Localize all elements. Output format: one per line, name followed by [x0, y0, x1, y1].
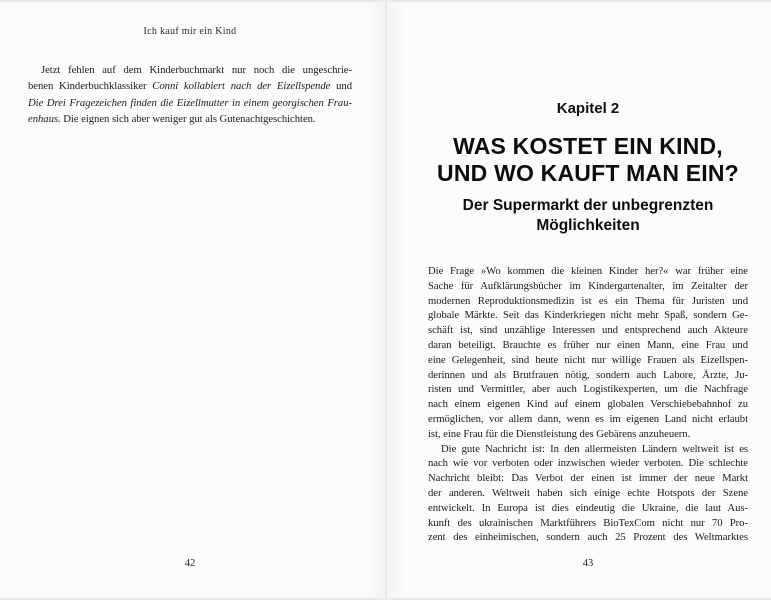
text-line — [428, 486, 748, 501]
text-line — [428, 353, 748, 368]
text-segment: nach wie vor verboten oder inzwischen wieder verboten. Die schlechte — [428, 457, 748, 470]
text-segment: der anderen. Weltweit haben sich einige echte Hotspots der Szene — [428, 486, 748, 499]
running-header: Ich kauf mir ein Kind — [143, 26, 237, 37]
chapter-title — [408, 133, 768, 187]
text-segment: und — [330, 80, 352, 93]
text-line — [428, 412, 748, 427]
text-segment: ermöglichen, vor allem dann, wenn es im eigenen Land nicht erlaubt — [428, 412, 748, 425]
text-segment: Die gute Nachricht ist: In den allermeisten Ländern weltweit ist es — [441, 442, 748, 455]
text-segment: Sache für Aufklärungsbücher im Kindergartenalter, im Zeitalter der — [428, 279, 748, 292]
text-segment: kunft des ukrainischen Marktführers BioTexCom nicht nur 70 Pro- — [428, 516, 748, 529]
text-line — [428, 264, 748, 279]
text-segment: nach einem eigenen Kind auf einem globalen Verschiebebahnhof zu — [428, 398, 748, 411]
text-line — [428, 501, 748, 516]
text-segment: Jetzt fehlen auf dem Kinderbuchmarkt nur noch die ungeschrie- — [41, 64, 352, 76]
text-line — [428, 382, 748, 397]
text-segment: eine Gelegenheit, sind heute nicht nur willige Frauen als Eizellspen- — [428, 353, 748, 366]
text-line — [428, 442, 748, 457]
heading-line: Der Supermarkt der unbegrenzten — [462, 197, 714, 214]
chapter-label: Kapitel 2 — [556, 100, 620, 117]
text-line — [428, 368, 748, 383]
text-segment: Die Frage »Wo kommen die kleinen Kinder her?« war früher eine — [428, 265, 748, 277]
text-line — [28, 62, 352, 78]
text-line — [428, 516, 748, 531]
text-segment: benen Kinderbuchklassiker — [28, 80, 153, 93]
text-line — [428, 308, 748, 323]
text-segment: globale Märkte. Seit das Kinderkriegen nicht mehr Spaß, sondern Ge- — [428, 309, 748, 322]
text-line — [28, 111, 352, 127]
text-line — [28, 78, 352, 94]
page-number-right: 43 — [582, 558, 594, 569]
text-segment: Nachricht bleibt: Das Verbot der einen ist immer der neue Markt — [428, 472, 748, 485]
text-line — [428, 294, 748, 309]
left-page-body — [28, 62, 352, 128]
text-line — [28, 95, 352, 111]
text-line — [428, 323, 748, 338]
text-segment: ist, eine Frau für die Dienstleistung des Gebärens anzuheuern. — [428, 427, 691, 440]
page-number-left: 42 — [184, 558, 196, 569]
italic-text: Conni kollabiert nach der Eizellspende — [152, 80, 331, 93]
text-line — [428, 427, 748, 442]
italic-text: Die Drei Fragezeichen finden die Eizellmutter in einem georgischen Frau- — [28, 96, 352, 109]
paragraph — [428, 442, 748, 546]
text-line — [428, 397, 748, 412]
heading-line: UND WO KAUFT MAN EIN? — [437, 160, 739, 186]
heading-line: WAS KOSTET EIN KIND, — [453, 133, 723, 159]
right-page-body — [428, 264, 748, 545]
text-segment: derinnen und als Brutfrauen nötig, sondern auch Labore, Ärzte, Ju- — [428, 368, 748, 381]
text-line — [428, 279, 748, 294]
text-segment: zent des einheimischen, sondern auch 25 Prozent des Weltmarktes — [428, 531, 748, 544]
text-line — [428, 456, 748, 471]
heading-line: Möglichkeiten — [536, 217, 640, 234]
chapter-subtitle — [428, 196, 748, 236]
page-gutter — [364, 2, 408, 598]
text-line — [428, 471, 748, 486]
paragraph — [428, 264, 748, 442]
text-segment: schäft ist, sind unzählige Interessen und entsprechend auch Akteure — [428, 324, 748, 337]
paragraph — [28, 62, 352, 128]
text-segment: modernen Reproduktionsmedizin ist es ein Thema für Juristen und — [428, 294, 748, 307]
text-segment: risten und Vermittler, aber auch Logistikexperten, um die Nachfrage — [428, 383, 748, 396]
text-segment: entwickelt. In Europa ist dies eindeutig die Ukraine, die laut Aus- — [428, 501, 748, 514]
text-line — [428, 338, 748, 353]
text-segment: Die eignen sich aber weniger gut als Gutenachtgeschichten. — [60, 113, 316, 126]
italic-text: enhaus. — [28, 113, 61, 126]
text-segment: daran beteiligt. Brauchte es früher nur einen Mann, eine Frau und — [428, 338, 748, 351]
text-line — [428, 530, 748, 545]
